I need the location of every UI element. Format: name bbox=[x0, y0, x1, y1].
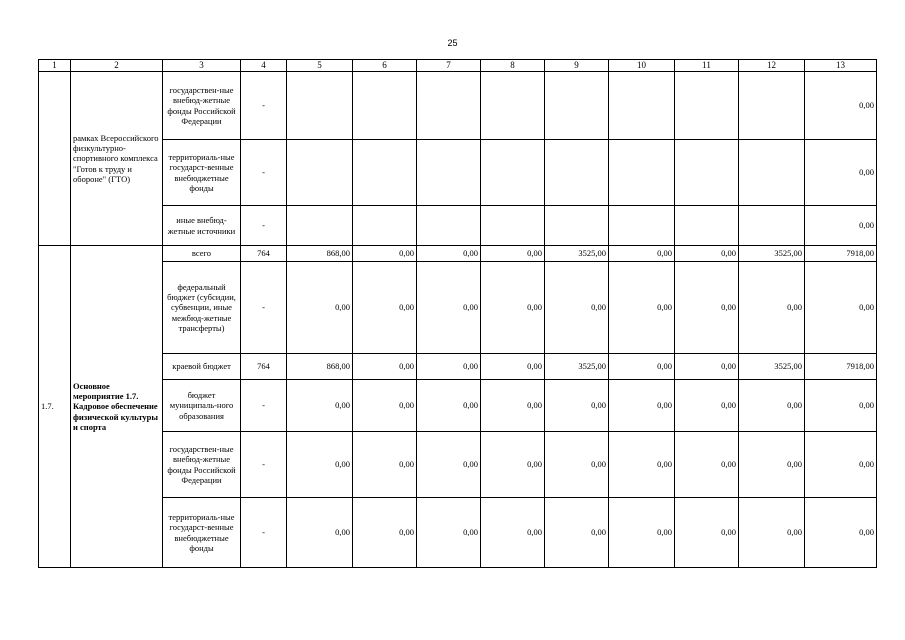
value-cell: 0,00 bbox=[417, 262, 481, 354]
value-cell: 0,00 bbox=[353, 498, 417, 568]
table-row bbox=[39, 246, 877, 262]
value-cell: 0,00 bbox=[739, 432, 805, 498]
value-cell bbox=[675, 72, 739, 140]
column-number-2: 2 bbox=[71, 60, 163, 72]
value-cell: 0,00 bbox=[481, 380, 545, 432]
column-number-11: 11 bbox=[675, 60, 739, 72]
value-cell: 0,00 bbox=[353, 380, 417, 432]
column-4-value: - bbox=[241, 380, 287, 432]
column-number-8: 8 bbox=[481, 60, 545, 72]
value-cell: 0,00 bbox=[675, 432, 739, 498]
value-cell bbox=[353, 206, 417, 246]
column-4-value: - bbox=[241, 72, 287, 140]
table-row bbox=[39, 262, 877, 354]
value-cell bbox=[287, 206, 353, 246]
column-number-10: 10 bbox=[609, 60, 675, 72]
value-cell bbox=[287, 140, 353, 206]
value-cell: 0,00 bbox=[609, 262, 675, 354]
funding-source: территориаль-ные государст-венные внебюджетные фонды bbox=[163, 140, 241, 206]
table-row bbox=[39, 380, 877, 432]
column-4-value: 764 bbox=[241, 246, 287, 262]
value-cell bbox=[353, 140, 417, 206]
value-cell: 0,00 bbox=[545, 432, 609, 498]
funding-source: федеральный бюджет (субсидии, субвенции, иные межбюд-жетные трансферты) bbox=[163, 262, 241, 354]
column-number-1: 1 bbox=[39, 60, 71, 72]
value-cell: 3525,00 bbox=[545, 246, 609, 262]
column-number-6: 6 bbox=[353, 60, 417, 72]
funding-source: государствен-ные внебюд-жетные фонды Российской Федерации bbox=[163, 432, 241, 498]
column-number-13: 13 bbox=[805, 60, 877, 72]
value-cell bbox=[417, 206, 481, 246]
value-cell: 0,00 bbox=[545, 498, 609, 568]
value-cell: 0,00 bbox=[353, 262, 417, 354]
table-row bbox=[39, 354, 877, 380]
value-cell: 0,00 bbox=[481, 498, 545, 568]
table-row bbox=[39, 72, 877, 140]
value-cell: 0,00 bbox=[417, 354, 481, 380]
column-4-value: - bbox=[241, 140, 287, 206]
value-cell bbox=[417, 72, 481, 140]
value-cell: 868,00 bbox=[287, 354, 353, 380]
value-cell: 0,00 bbox=[353, 432, 417, 498]
column-number-7: 7 bbox=[417, 60, 481, 72]
column-number-9: 9 bbox=[545, 60, 609, 72]
value-cell bbox=[675, 206, 739, 246]
value-cell: 0,00 bbox=[417, 432, 481, 498]
column-4-value: - bbox=[241, 432, 287, 498]
value-cell: 0,00 bbox=[287, 498, 353, 568]
table-row bbox=[39, 432, 877, 498]
value-cell: 0,00 bbox=[545, 262, 609, 354]
value-cell: 0,00 bbox=[481, 262, 545, 354]
value-cell: 0,00 bbox=[609, 498, 675, 568]
column-4-value: - bbox=[241, 498, 287, 568]
value-cell: 7918,00 bbox=[805, 354, 877, 380]
value-cell bbox=[481, 140, 545, 206]
budget-table bbox=[38, 59, 877, 568]
value-cell: 3525,00 bbox=[739, 354, 805, 380]
value-cell: 0,00 bbox=[287, 262, 353, 354]
value-cell: 0,00 bbox=[481, 432, 545, 498]
value-cell: 0,00 bbox=[609, 432, 675, 498]
funding-source: территориаль-ные государст-венные внебюджетные фонды bbox=[163, 498, 241, 568]
value-cell: 0,00 bbox=[739, 262, 805, 354]
value-cell: 0,00 bbox=[609, 354, 675, 380]
value-cell bbox=[675, 140, 739, 206]
value-cell bbox=[481, 206, 545, 246]
value-cell: 0,00 bbox=[805, 498, 877, 568]
value-cell: 0,00 bbox=[675, 246, 739, 262]
value-cell bbox=[739, 72, 805, 140]
value-cell bbox=[545, 206, 609, 246]
value-cell: 0,00 bbox=[805, 432, 877, 498]
column-number-row bbox=[39, 60, 877, 72]
value-cell: 0,00 bbox=[481, 246, 545, 262]
value-cell bbox=[417, 140, 481, 206]
value-cell: 0,00 bbox=[287, 380, 353, 432]
funding-source: бюджет муниципаль-ного образования bbox=[163, 380, 241, 432]
column-number-4: 4 bbox=[241, 60, 287, 72]
value-cell: 0,00 bbox=[609, 246, 675, 262]
value-cell: 0,00 bbox=[287, 432, 353, 498]
value-cell: 0,00 bbox=[805, 262, 877, 354]
value-cell: 0,00 bbox=[805, 380, 877, 432]
value-cell: 0,00 bbox=[417, 498, 481, 568]
value-cell bbox=[739, 140, 805, 206]
value-cell bbox=[287, 72, 353, 140]
value-cell: 0,00 bbox=[545, 380, 609, 432]
item-name: Основное мероприятие 1.7. Кадровое обеспечение физической культуры и спорта bbox=[71, 246, 163, 568]
table-row bbox=[39, 206, 877, 246]
page-number: 25 bbox=[447, 38, 458, 48]
column-number-5: 5 bbox=[287, 60, 353, 72]
value-cell: 0,00 bbox=[805, 140, 877, 206]
value-cell: 3525,00 bbox=[545, 354, 609, 380]
value-cell bbox=[545, 72, 609, 140]
column-number-3: 3 bbox=[163, 60, 241, 72]
table-row bbox=[39, 498, 877, 568]
value-cell: 0,00 bbox=[353, 354, 417, 380]
value-cell bbox=[609, 140, 675, 206]
value-cell: 0,00 bbox=[675, 380, 739, 432]
value-cell: 0,00 bbox=[675, 262, 739, 354]
column-4-value: 764 bbox=[241, 354, 287, 380]
item-number: 1.7. bbox=[39, 246, 71, 568]
value-cell: 0,00 bbox=[675, 498, 739, 568]
value-cell: 0,00 bbox=[417, 380, 481, 432]
item-name: рамках Всероссийского физкультурно-спортивного комплекса "Готов к труду и обороне" (ГТО) bbox=[71, 72, 163, 246]
value-cell: 868,00 bbox=[287, 246, 353, 262]
funding-source: иные внебюд-жетные источники bbox=[163, 206, 241, 246]
value-cell: 3525,00 bbox=[739, 246, 805, 262]
value-cell bbox=[739, 206, 805, 246]
value-cell: 7918,00 bbox=[805, 246, 877, 262]
value-cell: 0,00 bbox=[353, 246, 417, 262]
value-cell: 0,00 bbox=[739, 380, 805, 432]
table-row bbox=[39, 140, 877, 206]
value-cell: 0,00 bbox=[739, 498, 805, 568]
value-cell: 0,00 bbox=[609, 380, 675, 432]
funding-source: государствен-ные внебюд-жетные фонды Российской Федерации bbox=[163, 72, 241, 140]
value-cell bbox=[609, 72, 675, 140]
value-cell bbox=[481, 72, 545, 140]
value-cell bbox=[545, 140, 609, 206]
value-cell: 0,00 bbox=[805, 206, 877, 246]
column-4-value: - bbox=[241, 262, 287, 354]
value-cell: 0,00 bbox=[675, 354, 739, 380]
value-cell: 0,00 bbox=[481, 354, 545, 380]
value-cell: 0,00 bbox=[417, 246, 481, 262]
value-cell bbox=[609, 206, 675, 246]
value-cell: 0,00 bbox=[805, 72, 877, 140]
value-cell bbox=[353, 72, 417, 140]
column-4-value: - bbox=[241, 206, 287, 246]
funding-source: краевой бюджет bbox=[163, 354, 241, 380]
column-number-12: 12 bbox=[739, 60, 805, 72]
funding-source: всего bbox=[163, 246, 241, 262]
item-number bbox=[39, 72, 71, 246]
